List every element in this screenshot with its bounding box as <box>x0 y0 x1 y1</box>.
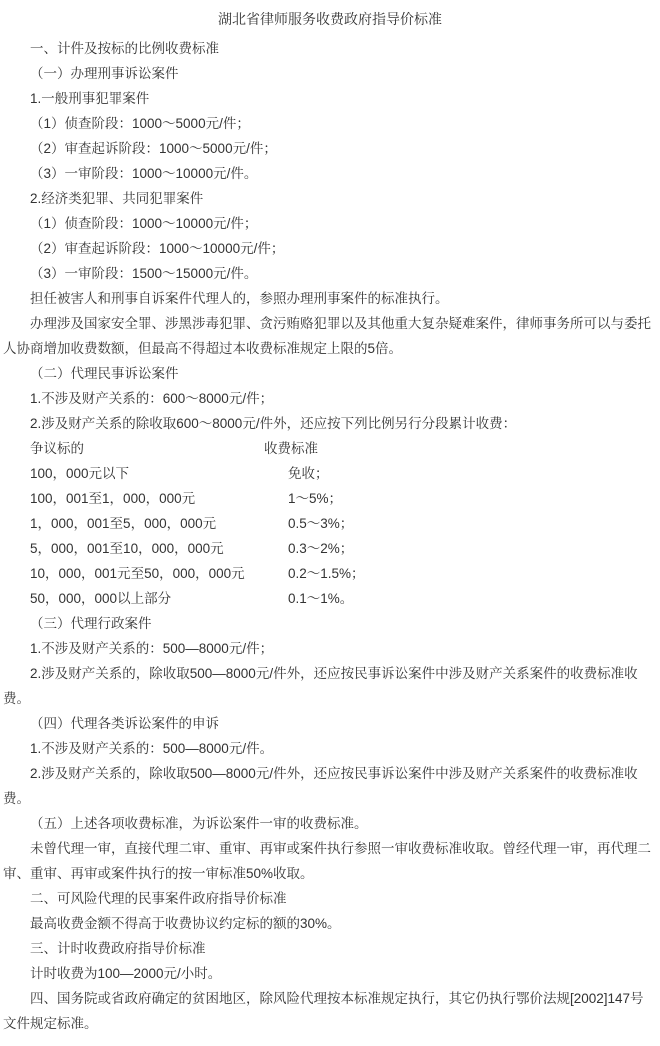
paragraph: 担任被害人和刑事自诉案件代理人的，参照办理刑事案件的标准执行。 <box>30 291 449 306</box>
column-header-fee-rate: 收费标准 <box>264 441 318 456</box>
paragraph: 2.涉及财产关系的，除收取500—8000元/件外，还应按民事诉讼案件中涉及财产关系案件的收费标准收费。 <box>3 766 638 806</box>
fee-rate: 0.3～2%； <box>288 541 354 556</box>
fee-rate: 0.1～1%。 <box>288 591 354 606</box>
column-header-dispute-amount: 争议标的 <box>30 441 84 456</box>
paragraph: 1.一般刑事犯罪案件 <box>30 91 150 106</box>
dispute-amount-range: 5，000，001至10，000，000元 <box>30 541 224 556</box>
dispute-amount-range: 100，000元以下 <box>30 466 130 481</box>
paragraph: （1）侦查阶段：1000～10000元/件； <box>30 216 258 231</box>
fee-rate: 0.2～1.5%； <box>288 566 365 581</box>
section-fee-standards-bottom <box>3 611 657 1036</box>
paragraph: 三、计时收费政府指导价标准 <box>30 941 206 956</box>
paragraph: 2.涉及财产关系的除收取600～8000元/件外，还应按下列比例另行分段累计收费： <box>30 416 517 431</box>
paragraph: （一）办理刑事诉讼案件 <box>30 66 179 81</box>
paragraph: （2）审查起诉阶段：1000～10000元/件； <box>30 241 285 256</box>
paragraph: 2.经济类犯罪、共同犯罪案件 <box>30 191 204 206</box>
fee-table <box>3 436 657 611</box>
fee-table-header-row <box>3 436 657 461</box>
paragraph: 一、计件及按标的比例收费标准 <box>30 41 219 56</box>
paragraph: 办理涉及国家安全罪、涉黑涉毒犯罪、贪污贿赂犯罪以及其他重大复杂疑难案件，律师事务所可以与委托人协商增加收费数额，但最高不得超过本收费标准规定上限的5倍。 <box>3 316 651 356</box>
paragraph: 计时收费为100—2000元/小时。 <box>30 966 222 981</box>
paragraph: 四、国务院或省政府确定的贫困地区，除风险代理按本标准规定执行，其它仍执行鄂价法规[2002]147号文件规定标准。 <box>3 991 644 1031</box>
paragraph: 二、可风险代理的民事案件政府指导价标准 <box>30 891 287 906</box>
fee-rate: 免收； <box>288 466 329 481</box>
paragraph: （1）侦查阶段：1000～5000元/件； <box>30 116 250 131</box>
fee-table-row <box>3 486 657 511</box>
fee-table-row <box>3 586 657 611</box>
paragraph: 未曾代理一审，直接代理二审、重审、再审或案件执行参照一审收费标准收取。曾经代理一审，再代理二审、重审、再审或案件执行的按一审标准50%收取。 <box>3 841 651 881</box>
fee-rate: 1～5%； <box>288 491 343 506</box>
paragraph: （2）审查起诉阶段：1000～5000元/件； <box>30 141 277 156</box>
fee-rate: 0.5～3%； <box>288 516 354 531</box>
paragraph: （二）代理民事诉讼案件 <box>30 366 179 381</box>
fee-table-row <box>3 561 657 586</box>
paragraph: （四）代理各类诉讼案件的申诉 <box>30 716 219 731</box>
dispute-amount-range: 100，001至1，000，000元 <box>30 491 196 506</box>
fee-table-row <box>3 511 657 536</box>
paragraph: （3）一审阶段：1000～10000元/件。 <box>30 166 258 181</box>
paragraph: 1.不涉及财产关系的：600～8000元/件； <box>30 391 274 406</box>
dispute-amount-range: 10，000，001元至50，000，000元 <box>30 566 245 581</box>
document-title: 湖北省律师服务收费政府指导价标准 <box>218 11 442 27</box>
dispute-amount-range: 50，000，000以上部分 <box>30 591 172 606</box>
paragraph: （3）一审阶段：1500～15000元/件。 <box>30 266 258 281</box>
paragraph: 1.不涉及财产关系的：500—8000元/件； <box>30 641 274 656</box>
fee-table-row <box>3 461 657 486</box>
section-fee-standards-top <box>3 36 657 436</box>
fee-table-row <box>3 536 657 561</box>
paragraph: 最高收费金额不得高于收费协议约定标的额的30%。 <box>30 916 341 931</box>
paragraph: （三）代理行政案件 <box>30 616 152 631</box>
dispute-amount-range: 1，000，001至5，000，000元 <box>30 516 217 531</box>
paragraph: 2.涉及财产关系的，除收取500—8000元/件外，还应按民事诉讼案件中涉及财产关系案件的收费标准收费。 <box>3 666 638 706</box>
paragraph: （五）上述各项收费标准，为诉讼案件一审的收费标准。 <box>30 816 368 831</box>
paragraph: 1.不涉及财产关系的：500—8000元/件。 <box>30 741 274 756</box>
